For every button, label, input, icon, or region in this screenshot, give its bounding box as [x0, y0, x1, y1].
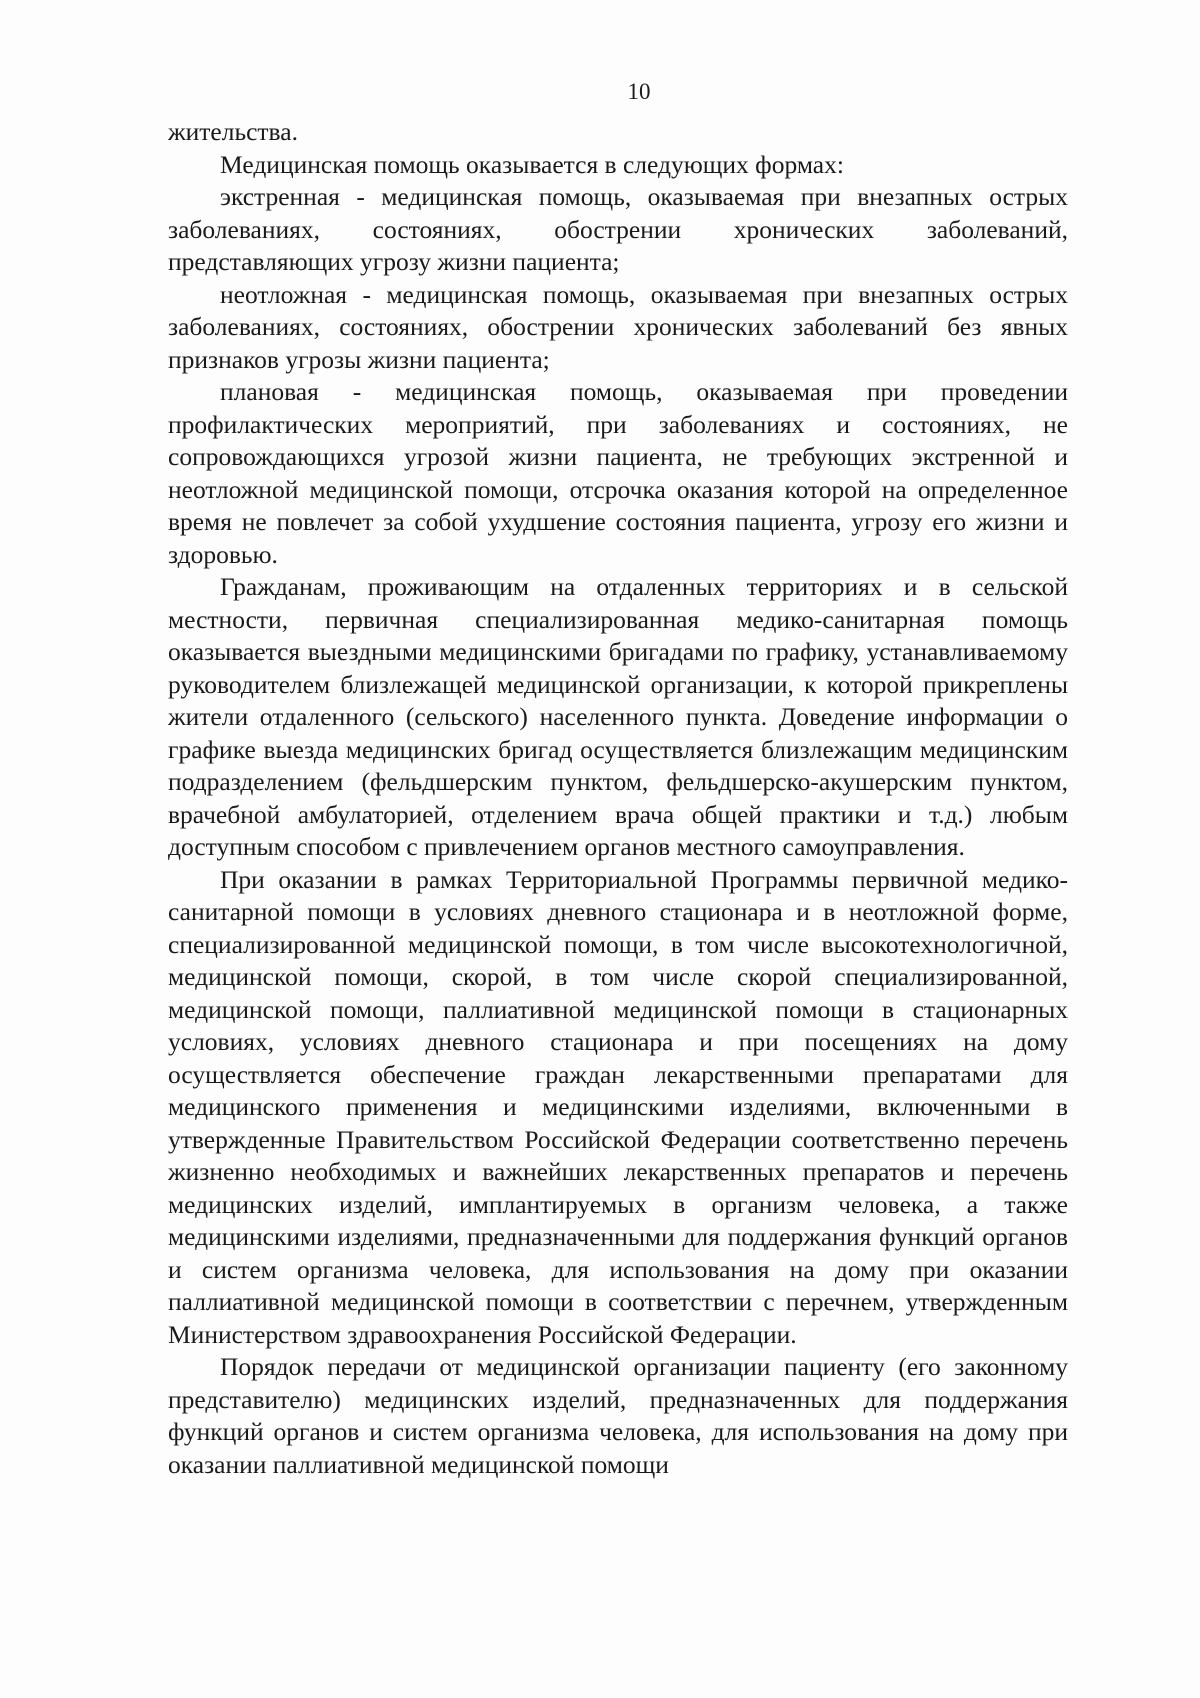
- paragraph-continuation: жительства.: [168, 117, 298, 146]
- paragraph-form-urgent: неотложная - медицинская помощь, оказываемая при внезапных острых заболеваниях, состояниях, обострении хронических заболеваний без явных признаков угрозы жизни пациента;: [168, 279, 1068, 374]
- paragraph-rural-care: Гражданам, проживающим на отдаленных территориях и в сельской местности, первичная специализированная медико-санитарная помощь оказывается выездными медицинскими бригадами по графику, устанавливаемому руководителем близлежащей медицинской организации, к которой прикреплены жители отдаленного (сельского) населенного пункта. Доведение информации о графике выезда медицинских бригад осуществляется близлежащим медицинским подразделением (фельдшерским пунктом, фельдшерско-акушерским пунктом, врачебной амбулаторией, отделением врача общей практики и т.д.) любым доступным способом с привлечением органов местного самоуправления.: [168, 572, 1068, 861]
- page-number: 10: [627, 79, 651, 104]
- paragraph-forms-intro: Медицинская помощь оказывается в следующих формах:: [220, 149, 844, 179]
- paragraph-medication-provision: При оказании в рамках Территориальной Программы первичной медико-санитарной помощи в условиях дневного стационара и в неотложной форме, специализированной медицинской помощи, в том числе высокотехнологичной, медицинской помощи, скорой, в том числе скорой специализированной, медицинской помощи, паллиативной медицинской помощи в стационарных условиях, условиях дневного стационара и при посещениях на дому осуществляется обеспечение граждан лекарственными препаратами для медицинского применения и медицинскими изделиями, включенными в утвержденные Правительством Российской Федерации соответственно перечень жизненно необходимых и важнейших лекарственных препаратов и перечень медицинских изделий, имплантируемых в организм человека, а также медицинскими изделиями, предназначенными для поддержания функций органов и систем организма человека, для использования на дому при оказании паллиативной медицинской помощи в соответствии с перечнем, утвержденным Министерством здравоохранения Российской Федерации.: [168, 864, 1068, 1349]
- paragraph-form-emergency: экстренная - медицинская помощь, оказываемая при внезапных острых заболеваниях, состояниях, обострении хронических заболеваний, представляющих угрозу жизни пациента;: [168, 182, 1068, 276]
- paragraph-form-planned: плановая - медицинская помощь, оказываемая при проведении профилактических мероприятий, при заболеваниях и состояниях, не сопровождающихся угрозой жизни пациента, не требующих экстренной и неотложной медицинской помощи, отсрочка оказания которой на определенное время не повлечет за собой ухудшение состояния пациента, угрозу его жизни и здоровью.: [168, 377, 1068, 569]
- document-body: [168, 116, 1068, 1481]
- paragraph-device-transfer: Порядок передачи от медицинской организации пациенту (его законному представителю) медицинских изделий, предназначенных для поддержания функций органов и систем организма человека, для использования на дому при оказании паллиативной медицинской помощи: [168, 1352, 1068, 1479]
